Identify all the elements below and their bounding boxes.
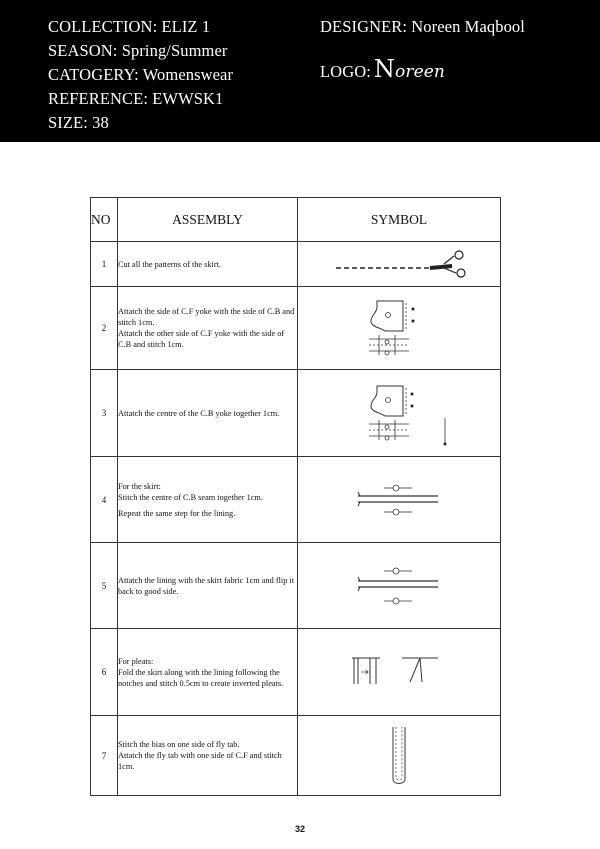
step-number: 3 bbox=[91, 370, 118, 457]
step-instructions: Attatch the centre of the C.B yoke together 1cm. bbox=[118, 370, 298, 457]
table-row bbox=[91, 629, 501, 716]
table-row bbox=[91, 716, 501, 796]
logo-label: LOGO: bbox=[320, 62, 371, 81]
step-symbol bbox=[298, 370, 501, 457]
size-label: SIZE: 38 bbox=[48, 113, 109, 132]
step-number: 5 bbox=[91, 543, 118, 629]
step-number: 6 bbox=[91, 629, 118, 716]
assembly-table bbox=[90, 197, 501, 796]
step-symbol bbox=[298, 716, 501, 796]
pleat-fold-icon bbox=[344, 652, 454, 692]
reference-label: REFERENCE: EWWSK1 bbox=[48, 89, 224, 108]
step-number: 2 bbox=[91, 287, 118, 370]
header-symbol: SYMBOL bbox=[298, 198, 501, 242]
brand-logo: Noreen bbox=[373, 55, 445, 83]
step-number: 7 bbox=[91, 716, 118, 796]
header-bar bbox=[0, 0, 600, 142]
page-number: 32 bbox=[294, 824, 305, 834]
step-number: 4 bbox=[91, 457, 118, 543]
step-symbol bbox=[298, 629, 501, 716]
header-no: NO bbox=[91, 198, 118, 242]
lining-attach-icon bbox=[354, 563, 444, 609]
table-row bbox=[91, 370, 501, 457]
category-label: CATOGERY: Womenswear bbox=[48, 65, 234, 84]
seam-stitch-icon bbox=[354, 480, 444, 520]
step-number: 1 bbox=[91, 242, 118, 287]
step-instructions: For the skirt: Stitch the centre of C.B seam together 1cm. Repeat the same step for the lining. bbox=[118, 457, 298, 543]
step-symbol bbox=[298, 287, 501, 370]
table-row bbox=[91, 457, 501, 543]
yoke-side-stitch-icon bbox=[359, 295, 439, 361]
header-assembly: ASSEMBLY bbox=[118, 198, 298, 242]
designer-label: DESIGNER: Noreen Maqbool bbox=[320, 17, 525, 36]
table-row bbox=[91, 242, 501, 287]
scissors-cut-icon bbox=[324, 249, 474, 279]
logo-row bbox=[320, 55, 445, 83]
table-row bbox=[91, 287, 501, 370]
step-instructions: Attatch the side of C.F yoke with the side of C.B and stitch 1cm. Attatch the other side of C.F yoke with the side of C.B and stitch 1cm. bbox=[118, 287, 298, 370]
step-instructions: Stitch the bias on one side of fly tab. Attatch the fly tab with one side of C.F and stitch 1cm. bbox=[118, 716, 298, 796]
step-instructions: For pleats: Fold the skirt along with the lining following the notches and stitch 0.5cm to create inverted pleats. bbox=[118, 629, 298, 716]
yoke-centre-stitch-icon bbox=[349, 378, 449, 448]
table-header-row bbox=[91, 198, 501, 242]
season-label: SEASON: Spring/Summer bbox=[48, 41, 228, 60]
step-symbol bbox=[298, 457, 501, 543]
step-symbol bbox=[298, 543, 501, 629]
step-instructions: Attatch the lining with the skirt fabric 1cm and flip it back to good side. bbox=[118, 543, 298, 629]
collection-label: COLLECTION: ELIZ 1 bbox=[48, 17, 211, 36]
step-symbol bbox=[298, 242, 501, 287]
fly-tab-icon bbox=[379, 723, 419, 789]
step-instructions: Cut all the patterns of the skirt. bbox=[118, 242, 298, 287]
table-row bbox=[91, 543, 501, 629]
